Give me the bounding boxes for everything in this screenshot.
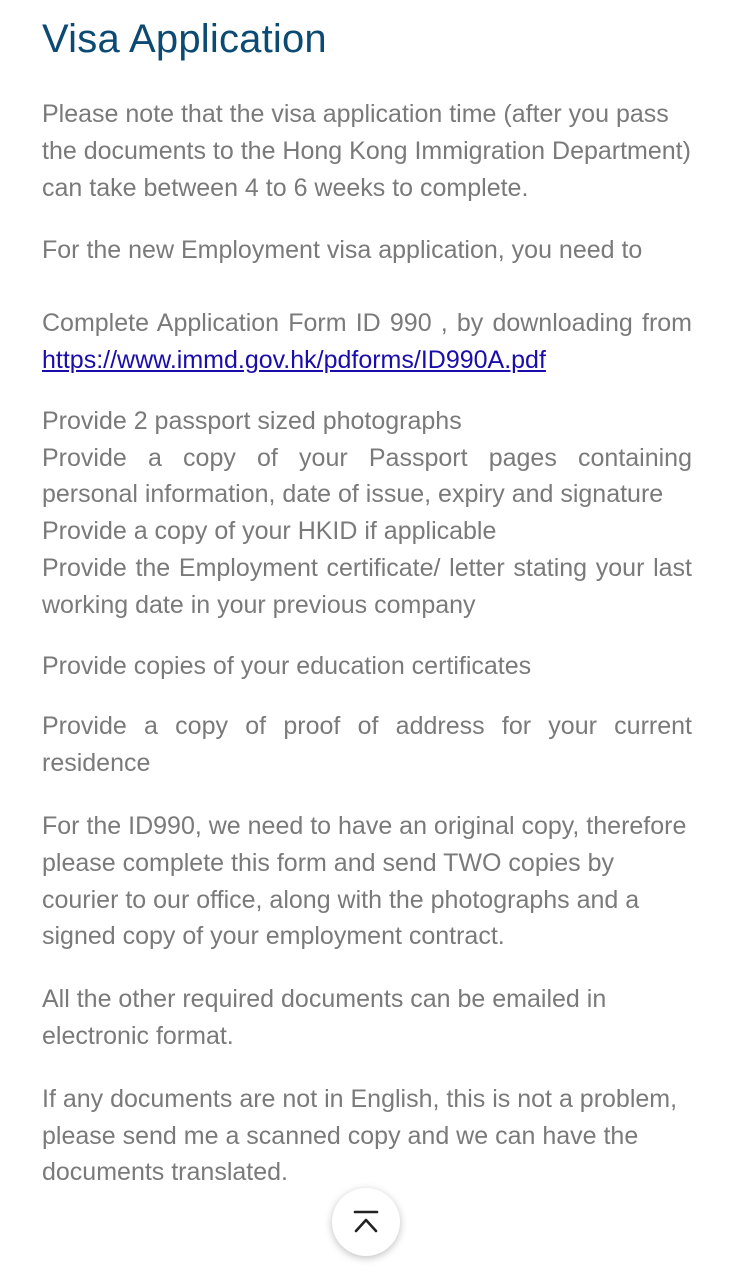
requirement-hkid-copy: Provide a copy of your HKID if applicable	[42, 517, 497, 546]
emailed-note-paragraph: All the other required documents can be emailed in electronic format.	[42, 985, 607, 1050]
id990-note-paragraph: For the ID990, we need to have an original copy, therefore please complete this form and send TWO copies by courier to our office, along with the photographs and a signed copy of your employment contract.	[42, 811, 687, 951]
chevron-up-bar-icon	[351, 1207, 381, 1237]
page-title: Visa Application	[42, 17, 327, 61]
application-form-step	[42, 305, 692, 379]
id990-download-link[interactable]: https://www.immd.gov.hk/pdforms/ID990A.pdf	[42, 345, 546, 374]
requirement-employment-certificate: Provide the Employment certificate/ letter stating your last working date in your previous company	[42, 553, 692, 619]
intro-paragraph: Please note that the visa application time (after you pass the documents to the Hong Kong Immigration Department) can take between 4 to 6 weeks to complete.	[42, 100, 691, 202]
address-proof-paragraph: Provide a copy of proof of address for your current residence	[42, 712, 692, 778]
requirement-photographs: Provide 2 passport sized photographs	[42, 406, 462, 435]
requirements-list	[42, 403, 692, 624]
article-content	[42, 0, 692, 1191]
not-english-note-paragraph: If any documents are not in English, this is not a problem, please send me a scanned copy and we can have the documents translated.	[42, 1084, 678, 1187]
education-paragraph: Provide copies of your education certificates	[42, 651, 532, 680]
application-form-text: Complete Application Form ID 990 , by downloading from	[42, 309, 692, 338]
new-application-paragraph: For the new Employment visa application, you need to	[42, 236, 643, 265]
scroll-to-top-button[interactable]	[332, 1188, 400, 1256]
requirement-passport-copy: Provide a copy of your Passport pages containing personal information, date of issue, expiry and signature	[42, 443, 692, 509]
